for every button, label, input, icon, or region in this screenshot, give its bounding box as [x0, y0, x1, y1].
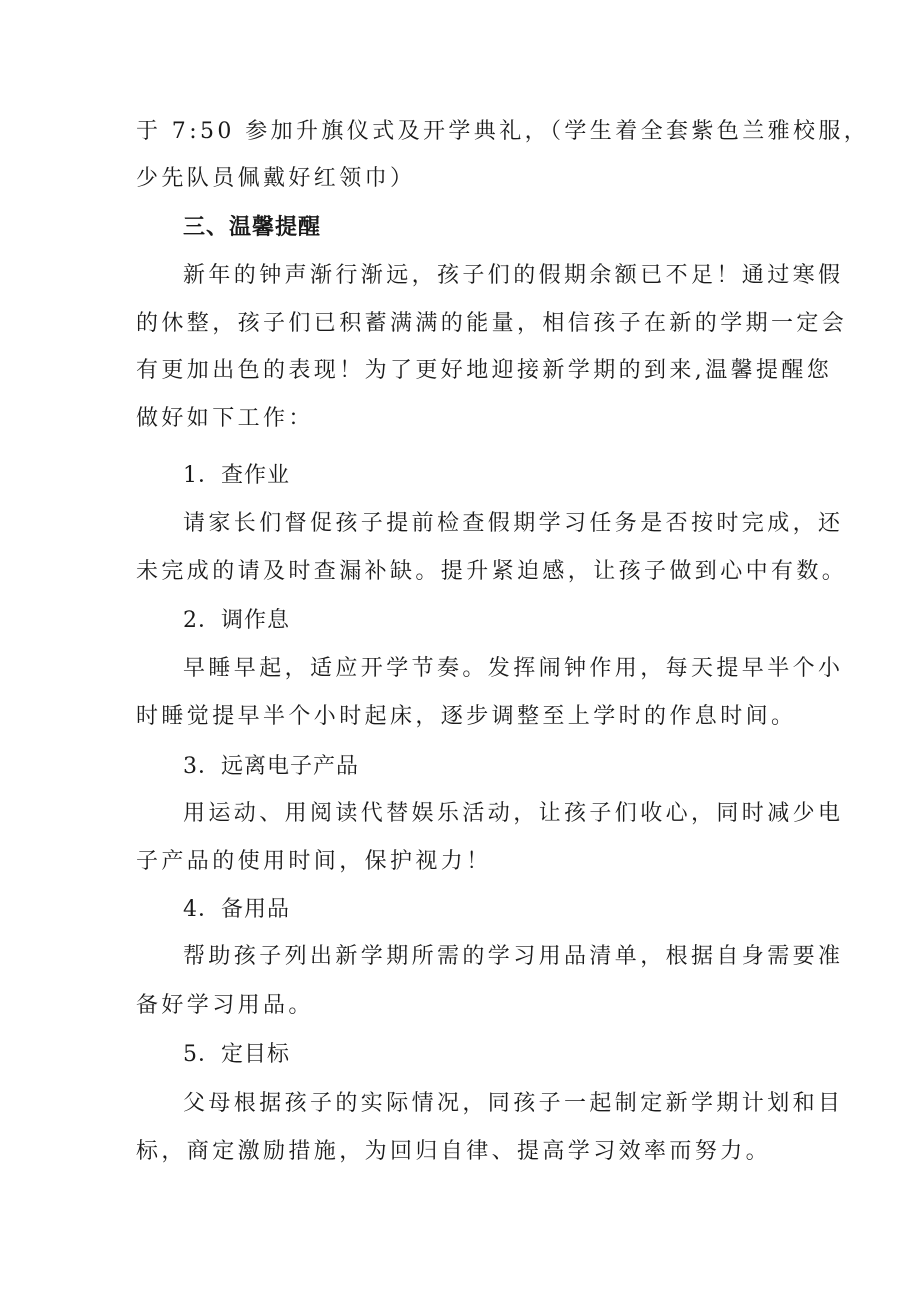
item-body-line: 早睡早起，适应开学节奏。发挥闹钟作用，每天提早半个小 — [183, 656, 844, 681]
item-body-line: 时睡觉提早半个小时起床，逐步调整至上学时的作息时间。 — [136, 704, 797, 729]
item-body-line: 未完成的请及时查漏补缺。提升紧迫感，让孩子做到心中有数。 — [136, 559, 848, 584]
paragraph-line: 新年的钟声渐行渐远，孩子们的假期余额已不足！通过寒假 — [183, 263, 844, 288]
intro-line-2: 少先队员佩戴好红领巾） — [136, 166, 416, 191]
item-body-line: 请家长们督促孩子提前检查假期学习任务是否按时完成，还 — [183, 511, 844, 536]
item-body-line: 子产品的使用时间，保护视力！ — [136, 849, 492, 874]
item-title-4: 4．备用品 — [183, 897, 290, 922]
item-body-line: 备好学习用品。 — [136, 993, 314, 1018]
paragraph-line: 有更加出色的表现！为了更好地迎接新学期的到来,温馨提醒您 — [136, 358, 833, 383]
item-title-3: 3．远离电子产品 — [183, 754, 359, 779]
item-body-line: 父母根据孩子的实际情况，同孩子一起制定新学期计划和目 — [183, 1091, 844, 1116]
item-body-line: 标，商定激励措施，为回归自律、提高学习效率而努力。 — [136, 1139, 772, 1164]
item-body-line: 用运动、用阅读代替娱乐活动，让孩子们收心，同时减少电 — [183, 801, 844, 826]
paragraph-line: 做好如下工作： — [136, 406, 314, 431]
item-title-2: 2．调作息 — [183, 608, 290, 633]
intro-line-1: 于 7:50 参加升旗仪式及开学典礼，（学生着全套紫色兰雅校服， — [136, 119, 870, 144]
item-body-line: 帮助孩子列出新学期所需的学习用品清单，根据自身需要准 — [183, 944, 844, 969]
item-title-1: 1．查作业 — [183, 463, 290, 488]
paragraph-line: 的休整，孩子们已积蓄满满的能量，相信孩子在新的学期一定会 — [136, 311, 848, 336]
item-title-5: 5．定目标 — [183, 1042, 290, 1067]
section-heading: 三、温馨提醒 — [183, 215, 322, 240]
